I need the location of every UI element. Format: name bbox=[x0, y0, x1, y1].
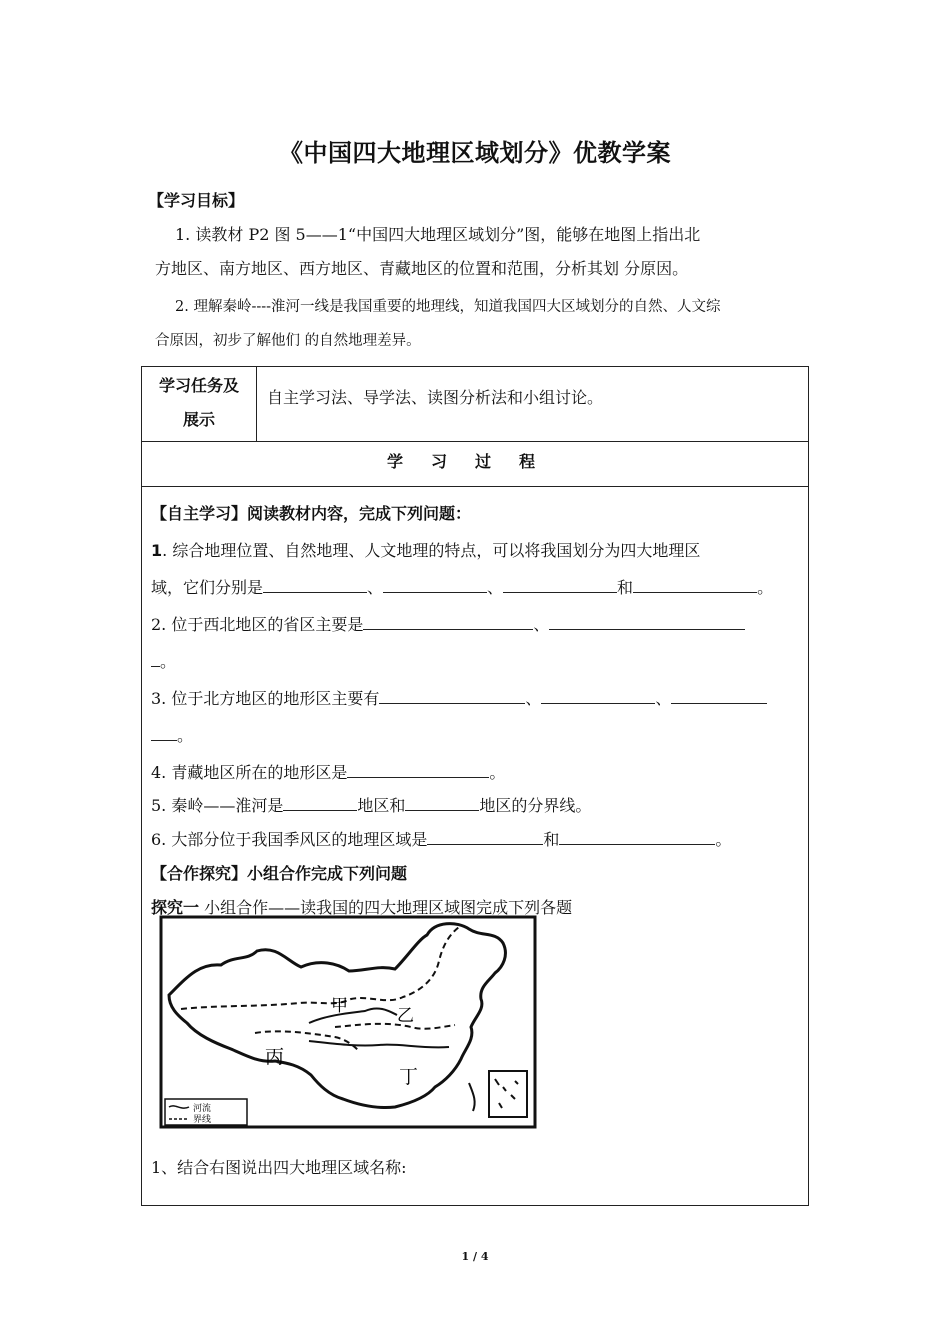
question-1-end: 。 bbox=[757, 578, 774, 597]
coop-header: 【合作探究】小组合作完成下列问题 bbox=[151, 864, 408, 883]
blank-boundary-1[interactable] bbox=[283, 796, 357, 811]
page-title: 《中国四大地理区域划分》优教学案 bbox=[279, 139, 671, 167]
goal-2-line-1: 2. 理解秦岭----淮河一线是我国重要的地理线，知道我国四大区域划分的自然、人文综 bbox=[175, 299, 721, 315]
question-3-end: 。 bbox=[177, 726, 194, 745]
explore-label: 探究一 bbox=[151, 898, 200, 917]
question-4-line bbox=[151, 760, 505, 783]
goal-2-line-2: 合原因，初步了解他们 的自然地理差异。 bbox=[155, 333, 421, 349]
label-bing: 丙 bbox=[265, 1046, 285, 1068]
task-label-cell bbox=[142, 367, 257, 442]
question-1-and: 和 bbox=[617, 578, 634, 597]
label-yi: 乙 bbox=[397, 1006, 414, 1026]
process-body bbox=[142, 487, 809, 1206]
coop-question-1: 1、结合右图说出四大地理区域名称: bbox=[151, 1158, 407, 1177]
blank-region-1[interactable] bbox=[263, 578, 367, 593]
goals-header: 【学习目标】 bbox=[148, 191, 245, 210]
question-1-number: 1 bbox=[151, 541, 163, 560]
task-label-line-1: 学习任务及 bbox=[158, 376, 239, 395]
page-number: 1 / 4 bbox=[461, 1250, 489, 1263]
lesson-table bbox=[141, 366, 809, 1206]
blank-terrain-3[interactable] bbox=[671, 689, 767, 704]
question-1-line-2 bbox=[151, 575, 773, 598]
question-6-end: 。 bbox=[715, 830, 732, 849]
china-regions-map bbox=[159, 915, 537, 1129]
blank-province-2[interactable] bbox=[549, 615, 745, 630]
question-3-line-2 bbox=[151, 723, 193, 746]
legend-boundary-label: 界线 bbox=[193, 1115, 212, 1125]
question-5-end: 地区的分界线。 bbox=[479, 796, 592, 815]
process-header: 学习过程 bbox=[142, 442, 809, 487]
question-6-and: 和 bbox=[543, 830, 560, 849]
blank-terrain-2[interactable] bbox=[541, 689, 655, 704]
goal-1 bbox=[155, 218, 815, 286]
self-study-header: 【自主学习】阅读教材内容，完成下列问题： bbox=[151, 504, 472, 523]
question-4-end: 。 bbox=[489, 763, 506, 782]
question-3-line-1 bbox=[151, 686, 767, 709]
question-2-line-2 bbox=[151, 649, 176, 672]
question-3-sep-2: 、 bbox=[655, 689, 672, 708]
question-5-text: 5. 秦岭——淮河是 bbox=[151, 796, 284, 815]
goal-2 bbox=[155, 290, 815, 358]
legend-river-label: 河流 bbox=[193, 1104, 212, 1114]
task-label-line-2: 展示 bbox=[182, 410, 215, 429]
blank-qinghai-terrain[interactable] bbox=[347, 763, 489, 778]
question-1-text-b: 域，它们分别是 bbox=[151, 578, 264, 597]
label-ding: 丁 bbox=[399, 1066, 419, 1088]
question-6-text: 6. 大部分位于我国季风区的地理区域是 bbox=[151, 830, 428, 849]
goal-1-line-2: 方地区、南方地区、西方地区、青藏地区的位置和范围，分析其划 分原因。 bbox=[155, 259, 689, 278]
south-sea-inset bbox=[489, 1071, 527, 1117]
question-1-sep-1: 、 bbox=[367, 578, 384, 597]
label-jia: 甲 bbox=[331, 996, 348, 1016]
question-6-line bbox=[151, 827, 731, 850]
goal-1-line-1: 1. 读教材 P2 图 5——1“中国四大地理区域划分”图，能够在地图上指出北 bbox=[175, 225, 701, 244]
question-2-text: 2. 位于西北地区的省区主要是 bbox=[151, 615, 364, 634]
question-4-text: 4. 青藏地区所在的地形区是 bbox=[151, 763, 348, 782]
blank-monsoon-2[interactable] bbox=[559, 830, 715, 845]
blank-region-3[interactable] bbox=[503, 578, 617, 593]
blank-terrain-1[interactable] bbox=[379, 689, 525, 704]
blank-monsoon-1[interactable] bbox=[427, 830, 543, 845]
explore-text: 小组合作——读我国的四大地理区域图完成下列各题 bbox=[199, 898, 573, 917]
blank-boundary-2[interactable] bbox=[405, 796, 479, 811]
blank-province-1[interactable] bbox=[363, 615, 533, 630]
question-2-sep: 、 bbox=[533, 615, 550, 634]
question-2-end: 。 bbox=[160, 652, 177, 671]
question-5-line bbox=[151, 793, 591, 816]
question-1-sep-2: 、 bbox=[487, 578, 504, 597]
blank-province-2-cont[interactable] bbox=[151, 652, 160, 667]
map-frame bbox=[161, 917, 535, 1127]
blank-region-4[interactable] bbox=[633, 578, 757, 593]
question-3-text: 3. 位于北方地区的地形区主要有 bbox=[151, 689, 380, 708]
blank-region-2[interactable] bbox=[383, 578, 487, 593]
question-3-sep-1: 、 bbox=[525, 689, 542, 708]
question-2-line-1 bbox=[151, 612, 745, 635]
question-1-line-1 bbox=[151, 538, 700, 561]
question-5-mid: 地区和 bbox=[357, 796, 406, 815]
methods-cell: 自主学习法、导学法、读图分析法和小组讨论。 bbox=[257, 367, 809, 442]
blank-terrain-3-cont[interactable] bbox=[151, 726, 177, 741]
question-1-text-a: . 综合地理位置、自然地理、人文地理的特点，可以将我国划分为四大地理区 bbox=[162, 541, 701, 560]
